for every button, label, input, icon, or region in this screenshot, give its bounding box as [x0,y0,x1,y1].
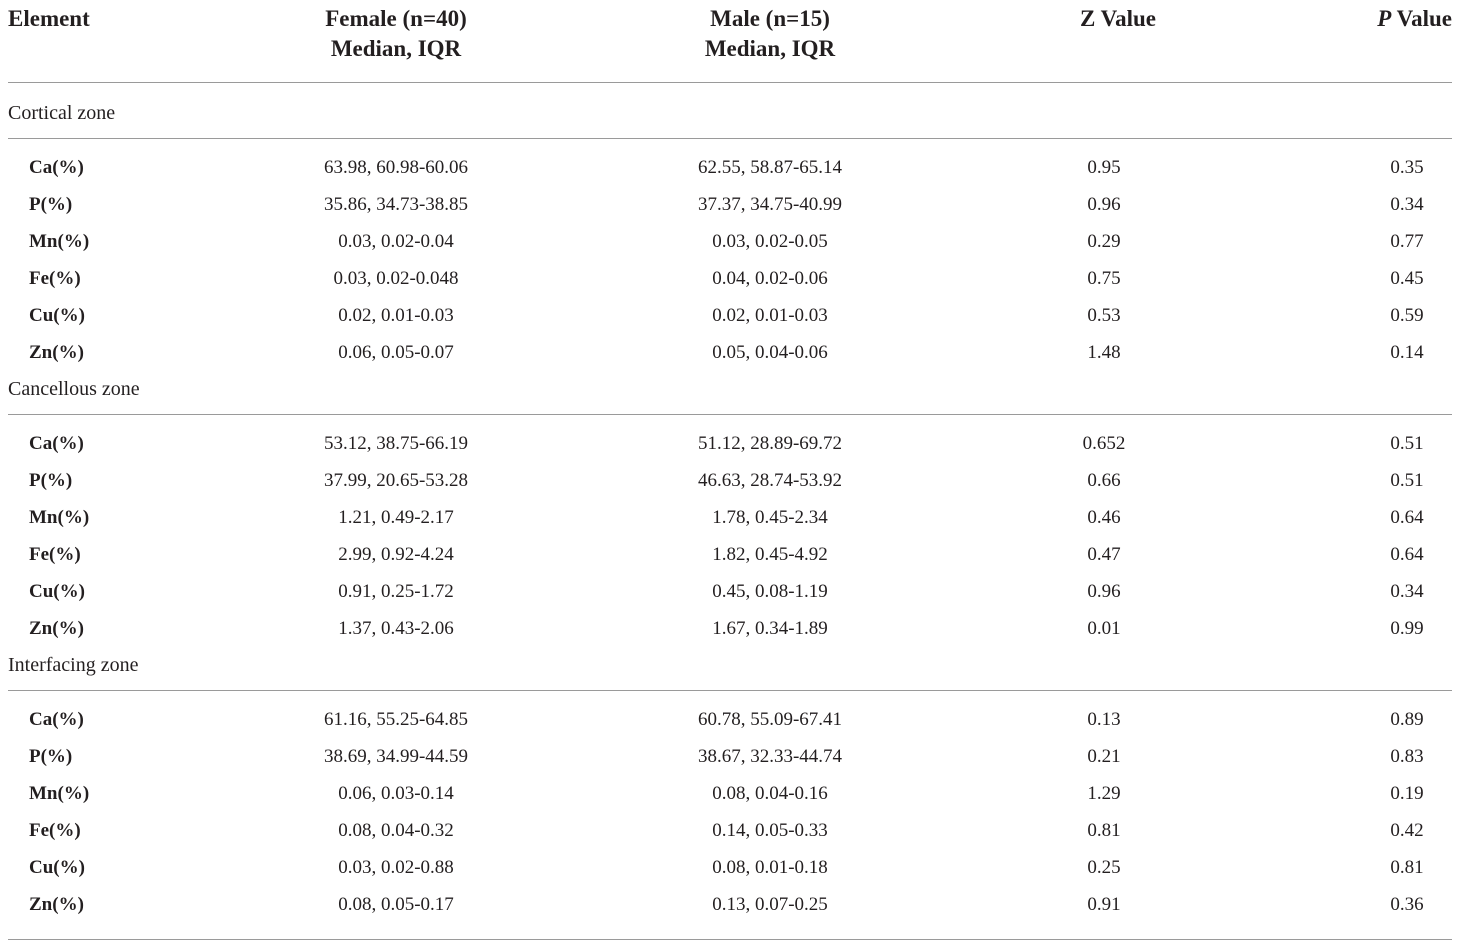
table-row [8,580,1452,617]
cell-female: 0.08, 0.05-0.17 [338,894,454,915]
cell-male: 38.67, 32.33-44.74 [697,746,843,767]
cell-z-value: 0.25 [1087,857,1121,878]
cell-z-value: 1.29 [1087,783,1121,804]
header-male-line1: Male (n=15) [710,6,830,31]
cell-element: Fe(%) [29,544,81,565]
table-row [8,543,1452,580]
cell-p-value: 0.99 [1390,618,1424,639]
cell-p-value: 0.14 [1390,342,1424,363]
cell-z-value: 0.96 [1087,581,1121,602]
cell-z-value: 0.75 [1087,268,1121,289]
cell-element: Mn(%) [29,231,90,252]
table-row [8,708,1452,745]
cell-male: 0.02, 0.01-0.03 [712,305,828,326]
table-row [8,617,1452,654]
cell-z-value: 0.95 [1087,157,1121,178]
cell-element: P(%) [29,194,73,215]
header-male-line2: Median, IQR [704,36,836,61]
cell-p-value: 0.77 [1390,231,1424,252]
table-row [8,156,1452,193]
section-rule [8,138,1452,139]
cell-male: 0.04, 0.02-0.06 [712,268,828,289]
cell-p-value: 0.36 [1390,894,1424,915]
cell-element: P(%) [29,470,73,491]
cell-z-value: 0.47 [1087,544,1121,565]
cell-male: 0.13, 0.07-0.25 [712,894,828,915]
section-title: Cancellous zone [8,378,140,400]
cell-male: 1.78, 0.45-2.34 [712,507,828,528]
cell-element: P(%) [29,746,73,767]
cell-female: 63.98, 60.98-60.06 [323,157,469,178]
table-row [8,193,1452,230]
cell-element: Fe(%) [29,268,81,289]
cell-z-value: 0.29 [1087,231,1121,252]
cell-element: Fe(%) [29,820,81,841]
cell-p-value: 0.19 [1390,783,1424,804]
cell-female: 53.12, 38.75-66.19 [323,433,469,454]
cell-female: 0.03, 0.02-0.88 [338,857,454,878]
cell-male: 0.45, 0.08-1.19 [712,581,828,602]
cell-male: 51.12, 28.89-69.72 [697,433,843,454]
cell-z-value: 0.91 [1087,894,1121,915]
header-z-value: Z Value [1079,6,1157,31]
cell-female: 0.03, 0.02-0.048 [333,268,459,289]
cell-element: Ca(%) [29,709,84,730]
cell-p-value: 0.34 [1390,581,1424,602]
table-row [8,819,1452,856]
cell-male: 0.03, 0.02-0.05 [712,231,828,252]
cell-element: Zn(%) [29,618,84,639]
cell-z-value: 0.96 [1087,194,1121,215]
section-title: Cortical zone [8,102,116,124]
table-row [8,230,1452,267]
cell-element: Mn(%) [29,783,90,804]
table-header [8,0,1452,82]
table-row [8,745,1452,782]
header-female-line1: Female (n=40) [325,6,467,31]
section-rule [8,690,1452,691]
header-female-line2: Median, IQR [330,36,462,61]
cell-p-value: 0.35 [1390,157,1424,178]
cell-p-value: 0.51 [1390,470,1424,491]
table-row [8,893,1452,930]
cell-male: 0.08, 0.01-0.18 [712,857,828,878]
cell-p-value: 0.59 [1390,305,1424,326]
cell-z-value: 0.21 [1087,746,1121,767]
cell-p-value: 0.45 [1390,268,1424,289]
cell-male: 46.63, 28.74-53.92 [697,470,843,491]
table-row [8,341,1452,378]
cell-female: 0.02, 0.01-0.03 [338,305,454,326]
header-female [316,4,476,64]
header-p-italic: P [1377,6,1392,31]
cell-p-value: 0.83 [1390,746,1424,767]
header-element: Element [8,6,90,31]
cell-male: 1.82, 0.45-4.92 [712,544,828,565]
cell-female: 2.99, 0.92-4.24 [338,544,454,565]
section-rule [8,414,1452,415]
cell-p-value: 0.64 [1390,507,1424,528]
cell-female: 0.91, 0.25-1.72 [338,581,454,602]
cell-female: 37.99, 20.65-53.28 [323,470,469,491]
section-title: Interfacing zone [8,654,139,676]
cell-z-value: 0.81 [1087,820,1121,841]
cell-female: 0.06, 0.03-0.14 [338,783,454,804]
cell-z-value: 0.66 [1087,470,1121,491]
cell-female: 0.06, 0.05-0.07 [338,342,454,363]
table-row [8,304,1452,341]
table-row [8,432,1452,469]
cell-male: 37.37, 34.75-40.99 [697,194,843,215]
cell-z-value: 0.46 [1087,507,1121,528]
cell-male: 62.55, 58.87-65.14 [697,157,843,178]
cell-element: Ca(%) [29,157,84,178]
cell-z-value: 0.01 [1087,618,1121,639]
cell-female: 61.16, 55.25-64.85 [323,709,469,730]
data-table [8,0,1452,947]
cell-p-value: 0.81 [1390,857,1424,878]
cell-z-value: 1.48 [1087,342,1121,363]
cell-element: Mn(%) [29,507,90,528]
cell-p-value: 0.89 [1390,709,1424,730]
cell-male: 60.78, 55.09-67.41 [697,709,843,730]
cell-element: Ca(%) [29,433,84,454]
cell-element: Zn(%) [29,894,84,915]
cell-male: 0.14, 0.05-0.33 [712,820,828,841]
cell-male: 0.05, 0.04-0.06 [712,342,828,363]
cell-female: 0.08, 0.04-0.32 [338,820,454,841]
table-row [8,782,1452,819]
cell-female: 0.03, 0.02-0.04 [338,231,454,252]
cell-female: 35.86, 34.73-38.85 [323,194,469,215]
cell-p-value: 0.64 [1390,544,1424,565]
table-row [8,469,1452,506]
cell-element: Cu(%) [29,305,85,326]
header-rule [8,82,1452,83]
cell-female: 1.37, 0.43-2.06 [338,618,454,639]
header-p-rest: Value [1391,6,1452,31]
cell-p-value: 0.34 [1390,194,1424,215]
cell-male: 1.67, 0.34-1.89 [712,618,828,639]
cell-z-value: 0.652 [1082,433,1126,454]
cell-female: 38.69, 34.99-44.59 [323,746,469,767]
cell-p-value: 0.51 [1390,433,1424,454]
cell-element: Cu(%) [29,857,85,878]
header-p-value [1377,4,1452,34]
header-male [690,4,850,64]
cell-element: Cu(%) [29,581,85,602]
table-bottom-rule [8,939,1452,940]
cell-p-value: 0.42 [1390,820,1424,841]
cell-z-value: 0.53 [1087,305,1121,326]
table-row [8,506,1452,543]
cell-female: 1.21, 0.49-2.17 [338,507,454,528]
table-row [8,856,1452,893]
cell-element: Zn(%) [29,342,84,363]
cell-male: 0.08, 0.04-0.16 [712,783,828,804]
table-row [8,267,1452,304]
cell-z-value: 0.13 [1087,709,1121,730]
